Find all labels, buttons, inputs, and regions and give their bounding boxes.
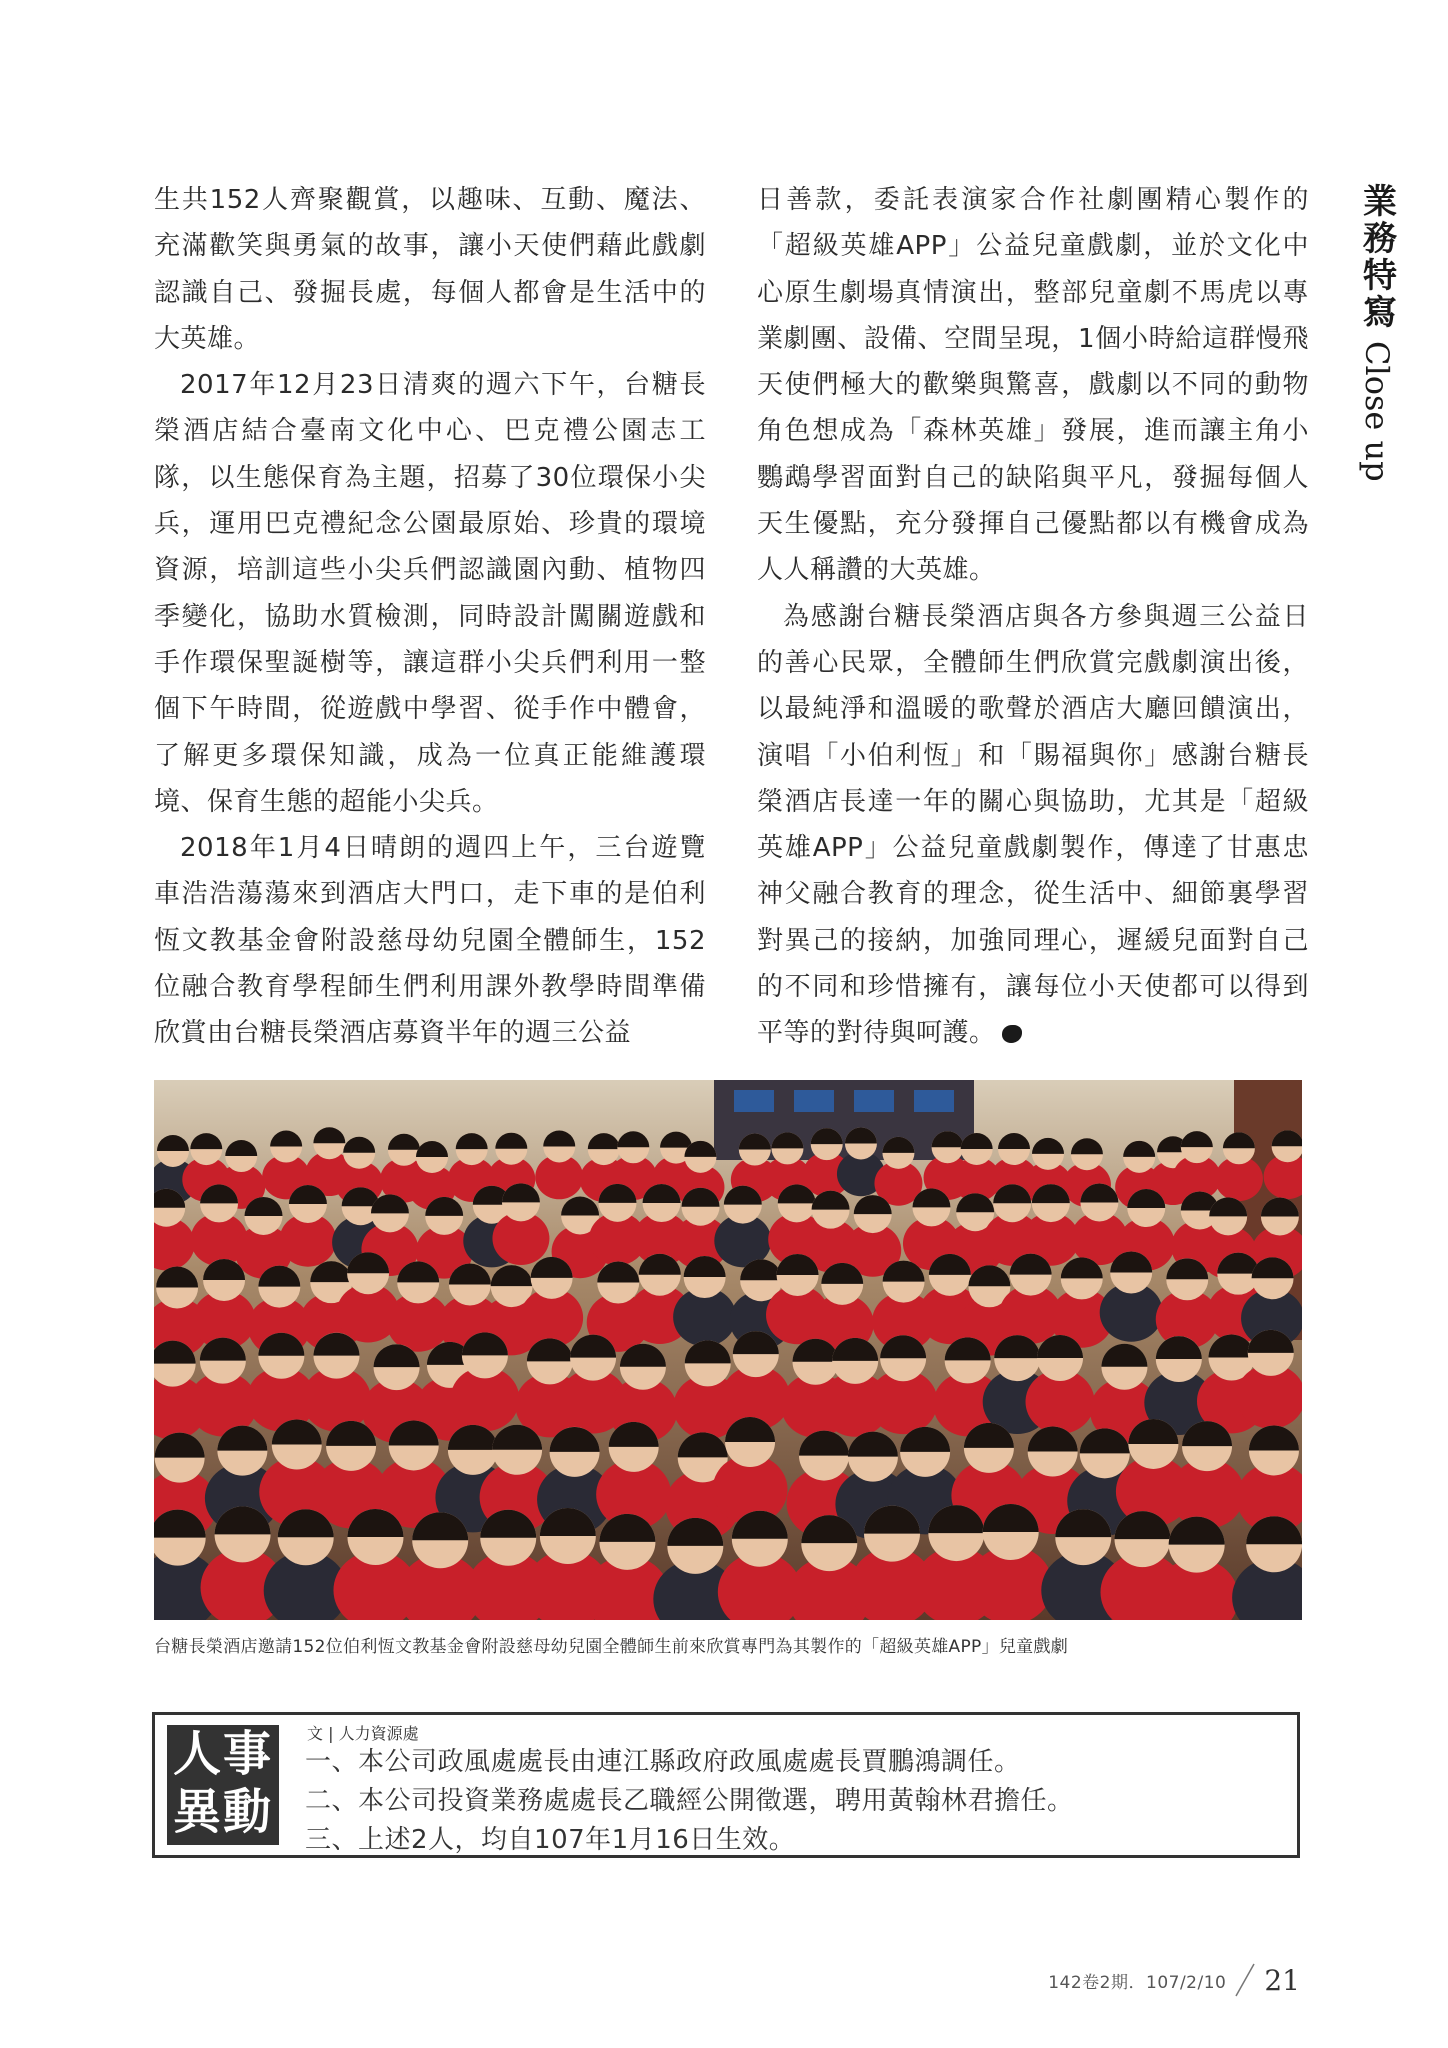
issue-info: 142卷2期．107/2/10 — [1048, 1972, 1227, 1993]
group-photo-illustration — [154, 1080, 1302, 1620]
group-photo — [154, 1080, 1302, 1620]
article-paragraph-last — [757, 594, 1309, 1057]
hr-notice-item: 三、上述2人，均自107年1月16日生效。 — [305, 1825, 796, 1855]
hr-notice-item: 一、本公司政風處處長由連江縣政府政風處處長賈鵬鴻調任。 — [305, 1747, 1021, 1777]
hr-notice-title — [167, 1725, 279, 1845]
article-left-column — [154, 177, 706, 1057]
end-mark-icon — [1002, 1025, 1022, 1043]
article-paragraph: 日善款，委託表演家合作社劇團精心製作的「超級英雄APP」公益兒童戲劇，並於文化中心原生劇場真情演出，整部兒童劇不馬虎以專業劇團、設備、空間呈現，1個小時給這群慢飛天使們極大的歡樂與驚喜，戲劇以不同的動物角色想成為「森林英雄」發展，進而讓主角小鸚鵡學習面對自己的缺陷與平凡，發掘每個人天生優點，充分發揮自己優點都以有機會成為人人稱讚的大英雄。 — [757, 185, 1309, 586]
article-paragraph: 2018年1月4日晴朗的週四上午，三台遊覽車浩浩蕩蕩來到酒店大門口，走下車的是伯利恆文教基金會附設慈母幼兒園全體師生，152位融合教育學程師生們利用課外教學時間準備欣賞由台糖長榮酒店募資半年的週三公益 — [154, 833, 706, 1049]
hr-notice-title-line: 人事 — [172, 1726, 273, 1782]
hr-notice-box — [152, 1712, 1300, 1858]
article-paragraph-text: 為感謝台糖長榮酒店與各方參與週三公益日的善心民眾，全體師生們欣賞完戲劇演出後，以最純淨和溫暖的歌聲於酒店大廳回饋演出，演唱「小伯利恆」和「賜福與你」感謝台糖長榮酒店長達一年的關心與協助，尤其是「超級英雄APP」公益兒童戲劇製作，傳達了甘惠忠神父融合教育的理念，從生活中、細節裏學習對異己的接納，加強同理心，遲緩兒面對自己的不同和珍惜擁有，讓每位小天使都可以得到平等的對待與呵護。 — [757, 601, 1309, 1049]
photo-caption: 台糖長榮酒店邀請152位伯利恆文教基金會附設慈母幼兒園全體師生前來欣賞專門為其製作的「超級英雄APP」兒童戲劇 — [154, 1637, 1069, 1657]
section-label — [1355, 183, 1399, 482]
hr-notice-author: 文 | 人力資源處 — [307, 1724, 419, 1743]
article-paragraph: 2017年12月23日清爽的週六下午，台糖長榮酒店結合臺南文化中心、巴克禮公園志工隊，以生態保育為主題，招募了30位環保小尖兵，運用巴克禮紀念公園最原始、珍貴的環境資源，培訓這些小尖兵們認識園內動、植物四季變化，協助水質檢測，同時設計闖關遊戲和手作環保聖誕樹等，讓這群小尖兵們利用一整個下午時間，從遊戲中學習、從手作中體會，了解更多環保知識，成為一位真正能維護環境、保育生態的超能小尖兵。 — [154, 370, 706, 817]
section-label-cjk: 業務特寫 — [1356, 183, 1397, 331]
article-right-column — [757, 177, 1309, 1057]
section-label-en: Close up — [1358, 341, 1396, 482]
page-footer — [1048, 1963, 1300, 1997]
hr-notice-title-line: 異動 — [172, 1784, 273, 1840]
hr-notice-list — [305, 1743, 1074, 1860]
hr-notice-item: 二、本公司投資業務處處長乙職經公開徵選，聘用黃翰林君擔任。 — [305, 1786, 1074, 1816]
slash-divider-icon — [1234, 1963, 1256, 1997]
page-number: 21 — [1264, 1963, 1300, 1997]
article-paragraph: 生共152人齊聚觀賞，以趣味、互動、魔法、充滿歡笑與勇氣的故事，讓小天使們藉此戲劇認識自己、發掘長處，每個人都會是生活中的大英雄。 — [154, 185, 706, 354]
